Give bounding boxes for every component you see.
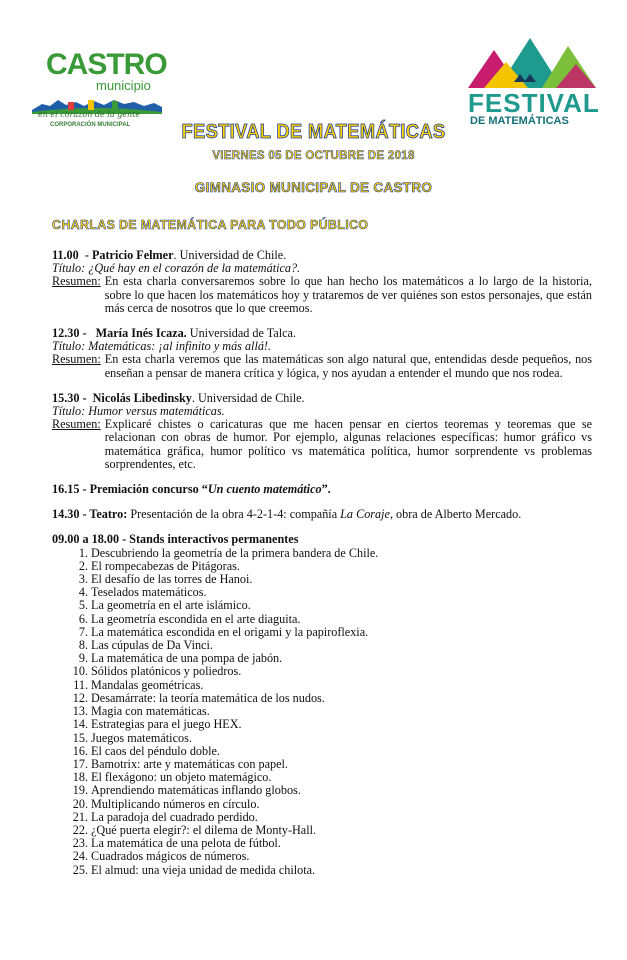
mountains-icon xyxy=(464,36,600,90)
stand-title: Sólidos platónicos y poliedros. xyxy=(91,664,242,679)
talk-summary xyxy=(52,418,592,471)
summary-label: Resumen: xyxy=(52,352,101,367)
stand-item xyxy=(52,613,592,626)
stand-number: 10. xyxy=(72,664,88,679)
stand-title: El almud: una vieja unidad de medida chilota. xyxy=(91,862,316,877)
summary-label: Resumen: xyxy=(52,417,101,432)
stand-number: 18. xyxy=(72,770,88,785)
stand-title: Estrategias para el juego HEX. xyxy=(91,717,242,732)
stand-number: 3. xyxy=(78,572,88,587)
stand-title: El caos del péndulo doble. xyxy=(91,743,220,758)
castro-corporacion: CORPORACIÓN MUNICIPAL xyxy=(50,122,131,128)
stand-number: 16. xyxy=(72,743,88,758)
stand-number: 1. xyxy=(78,545,88,560)
talk-3 xyxy=(52,392,592,471)
stand-title: Las cúpulas de Da Vinci. xyxy=(91,638,213,653)
stand-number: 14. xyxy=(72,717,88,732)
castro-tagline: en el corazón de la gente xyxy=(38,110,141,119)
stand-title: Cuadrados mágicos de números. xyxy=(91,849,250,864)
talk-title: Título: Matemáticas: ¡al infinito y más allá!. xyxy=(52,339,272,354)
talk-title: Título: Humor versus matemáticas. xyxy=(52,404,225,419)
teatro-text: Presentación de la obra 4-2-1-4: compañía xyxy=(127,507,341,522)
stand-title: La geometría en el arte islámico. xyxy=(91,598,251,613)
stand-title: El flexágono: un objeto matemágico. xyxy=(91,770,272,785)
stands-list xyxy=(52,547,592,877)
stand-number: 20. xyxy=(72,796,88,811)
stand-title: La matemática escondida en el origami y la papiroflexia. xyxy=(91,624,369,639)
stand-number: 4. xyxy=(78,585,88,600)
stand-number: 9. xyxy=(78,651,88,666)
event-venue: GIMNASIO MUNICIPAL DE CASTRO xyxy=(194,180,433,195)
premiacion-line xyxy=(52,483,592,496)
stand-number: 15. xyxy=(72,730,88,745)
stand-number: 5. xyxy=(78,598,88,613)
stand-title: ¿Qué puerta elegir?: el dilema de Monty-Hall. xyxy=(91,822,317,837)
stand-title: Bamotrix: arte y matemáticas con papel. xyxy=(91,756,288,771)
teatro-label: 14.30 - Teatro: xyxy=(52,507,128,522)
stand-number: 6. xyxy=(78,611,88,626)
talk-affiliation: . Universidad de Chile. xyxy=(173,248,287,262)
stand-title: Teselados matemáticos. xyxy=(91,585,207,600)
stand-item xyxy=(52,745,592,758)
teatro-author: , obra de Alberto Mercado. xyxy=(389,507,522,522)
summary-text: Explicaré chistes o caricaturas que me hacen pensar en ciertos teoremas y teoremas que se relacionan con obras de humor. Por ejemplo, algunas relaciones específicas: humor gráfico vs matemática gráfica, humor político vs matemática política, humor sorprendente vs problemas sorprendentes, etc. xyxy=(104,417,592,471)
stand-number: 17. xyxy=(72,756,88,771)
talk-affiliation: Universidad de Talca. xyxy=(186,326,296,341)
stand-number: 13. xyxy=(72,704,88,719)
stand-number: 19. xyxy=(72,783,88,798)
stand-number: 7. xyxy=(78,624,88,639)
stand-item xyxy=(52,679,592,692)
talk-summary xyxy=(52,275,592,315)
stand-number: 25. xyxy=(72,862,88,877)
stand-number: 8. xyxy=(78,638,88,653)
stand-title: El rompecabezas de Pitágoras. xyxy=(91,558,240,573)
stand-item xyxy=(52,732,592,745)
stand-number: 22. xyxy=(72,822,88,837)
stand-title: La matemática de una pelota de fútbol. xyxy=(91,836,281,851)
program-content xyxy=(52,249,592,877)
stand-item xyxy=(52,599,592,612)
stand-title: La matemática de una pompa de jabón. xyxy=(91,651,283,666)
premiacion-suffix: ”. xyxy=(321,482,331,497)
talk-speaker: - Patricio Felmer xyxy=(84,248,174,262)
talk-time: 12.30 - xyxy=(52,326,87,341)
stand-number: 24. xyxy=(72,849,88,864)
stand-title: Juegos matemáticos. xyxy=(91,730,192,745)
premiacion-prefix: 16.15 - Premiación concurso “ xyxy=(52,482,208,497)
summary-text: En esta charla conversaremos sobre lo que han hecho los matemáticos a lo largo de la historia, sobre lo que hacen los matemáticos hoy y trataremos de ver quiénes son estos personajes, que están más cerca de nosotros que lo que creemos. xyxy=(104,274,592,315)
stand-item xyxy=(52,665,592,678)
stand-number: 11. xyxy=(73,677,88,692)
teatro-line xyxy=(52,508,592,521)
stand-item xyxy=(52,784,592,797)
stand-number: 12. xyxy=(72,690,88,705)
stand-item xyxy=(52,850,592,863)
stand-title: Mandalas geométricas. xyxy=(91,677,204,692)
stand-item xyxy=(52,718,592,731)
talk-speaker: María Inés Icaza. xyxy=(95,326,187,341)
premiacion-contest: Un cuento matemático xyxy=(207,482,322,497)
talk-1 xyxy=(52,249,592,315)
talk-title: Título: ¿Qué hay en el corazón de la matemática?. xyxy=(52,261,301,276)
talk-time: 15.30 - xyxy=(52,390,87,405)
talk-summary xyxy=(52,353,592,379)
talk-speaker: Nicolás Libedinsky xyxy=(92,390,192,405)
stand-title: El desafío de las torres de Hanoi. xyxy=(91,572,253,587)
summary-label: Resumen: xyxy=(52,274,101,289)
stand-title: Magia con matemáticas. xyxy=(91,704,210,719)
talk-time: 11.00 xyxy=(52,248,79,262)
festival-logo-sub: DE MATEMÁTICAS xyxy=(470,115,569,127)
festival-logo xyxy=(464,36,600,130)
event-date: VIERNES 05 DE OCTUBRE DE 2018 xyxy=(212,150,415,162)
stand-number: 2. xyxy=(78,558,88,573)
castro-logo-name: CASTRO xyxy=(46,48,167,81)
talk-affiliation: . Universidad de Chile. xyxy=(191,390,305,405)
talk-2 xyxy=(52,327,592,380)
stand-number: 23. xyxy=(72,836,88,851)
stand-title: Multiplicando números en círculo. xyxy=(91,796,260,811)
festival-logo-name: FESTIVAL xyxy=(468,88,600,118)
stand-item xyxy=(52,547,592,560)
castro-logo-sub: municipio xyxy=(96,78,151,93)
stand-item xyxy=(52,811,592,824)
stand-item xyxy=(52,798,592,811)
page-title: FESTIVAL DE MATEMÁTICAS xyxy=(181,121,446,143)
teatro-company: La Coraje xyxy=(340,507,390,522)
section-heading: CHARLAS DE MATEMÁTICA PARA TODO PÚBLICO xyxy=(52,218,369,232)
stand-title: Aprendiendo matemáticas inflando globos. xyxy=(91,783,301,798)
stand-title: Desamárrate: la teoría matemática de los nudos. xyxy=(91,690,325,705)
stands-section xyxy=(52,533,592,876)
stands-heading: 09.00 a 18.00 - Stands interactivos permanentes xyxy=(52,532,299,547)
stand-title: La geometría escondida en el arte diaguita. xyxy=(91,611,301,626)
stand-title: Descubriendo la geometría de la primera bandera de Chile. xyxy=(91,545,379,560)
summary-text: En esta charla veremos que las matemáticas son algo natural que, entendidas desde pequeños, nos enseñan a pensar de manera crítica y lógica, y nos ayudan a entender el mundo que nos rodea. xyxy=(104,352,592,380)
stand-number: 21. xyxy=(72,809,88,824)
stand-item xyxy=(52,864,592,877)
stand-title: La paradoja del cuadrado perdido. xyxy=(91,809,258,824)
